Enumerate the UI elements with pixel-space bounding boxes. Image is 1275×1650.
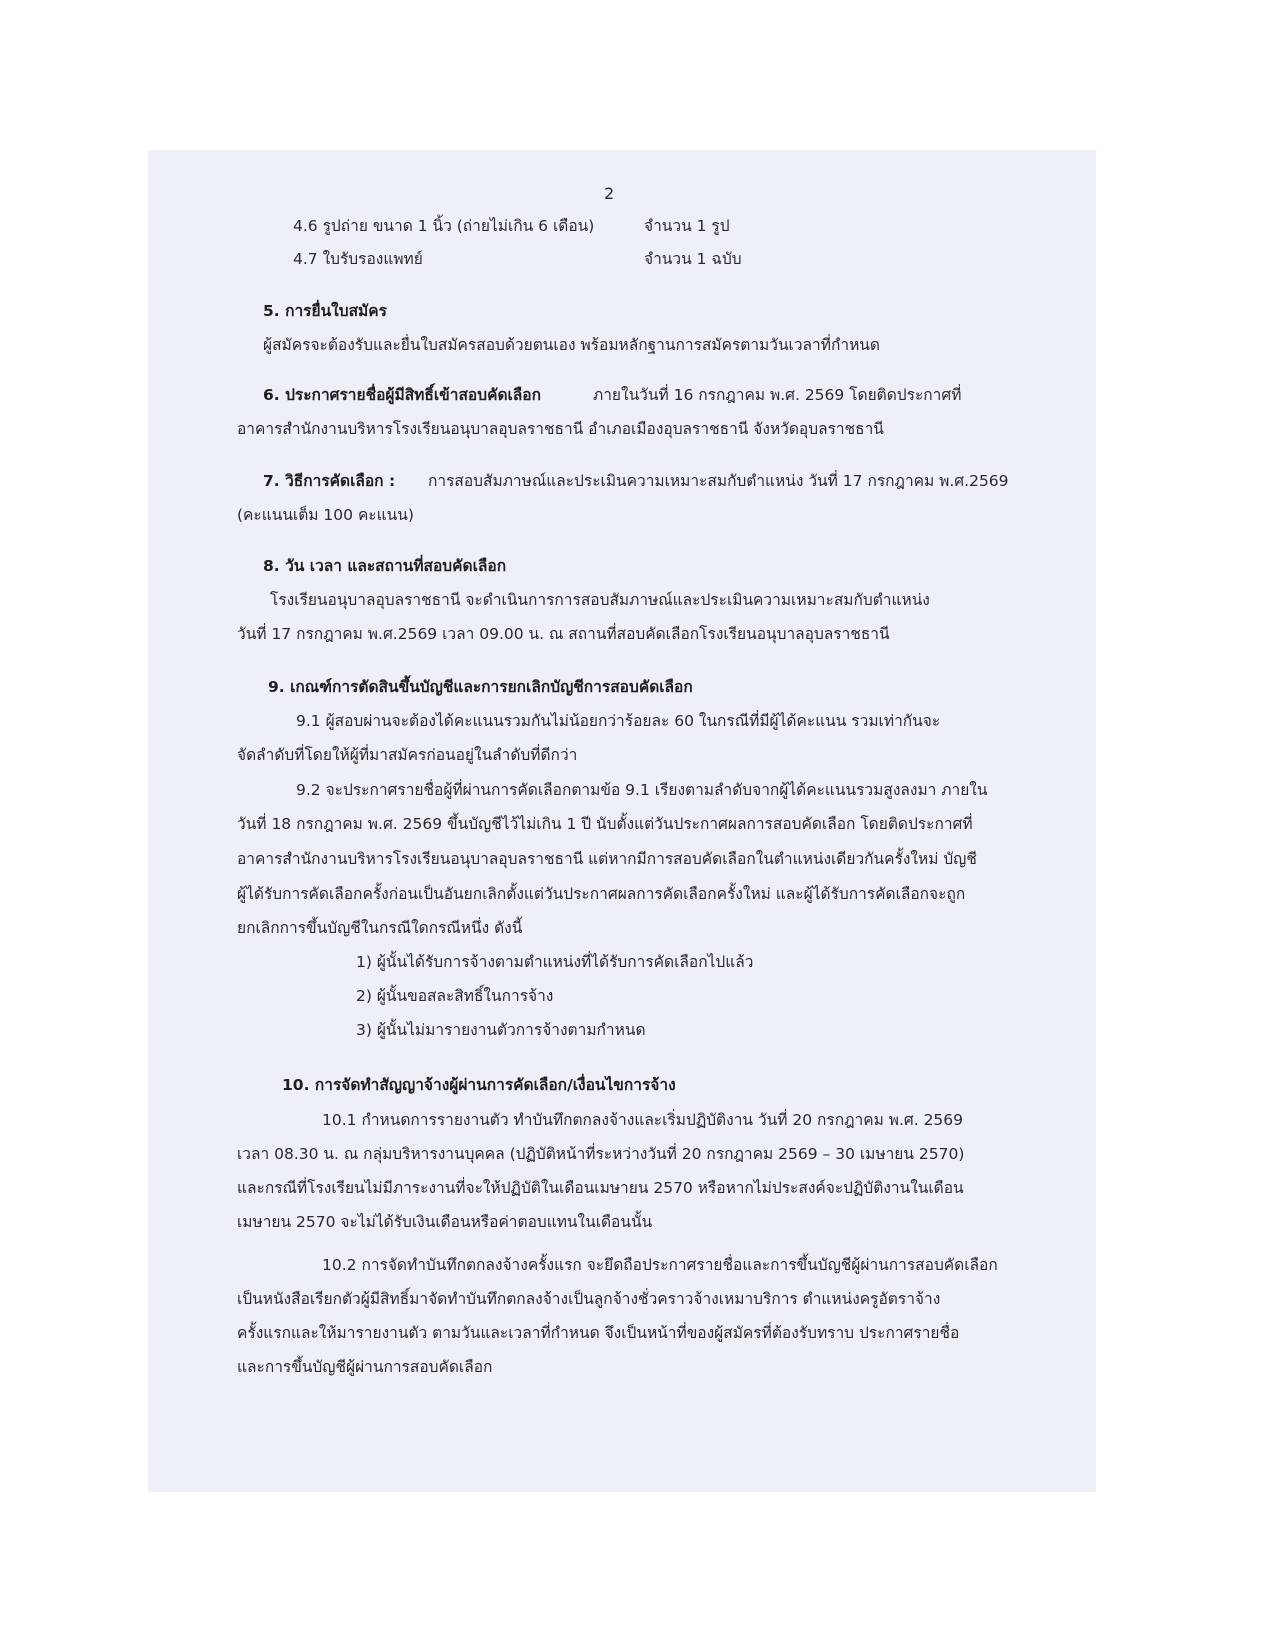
section-8-title: 8. วัน เวลา และสถานที่สอบคัดเลือก xyxy=(263,557,507,575)
section-7-body-line1: การสอบสัมภาษณ์และประเมินความเหมาะสมกับตำแหน่ง วันที่ 17 กรกฎาคม พ.ศ.2569 xyxy=(428,472,1009,490)
section-10-1-line1: 10.1 กำหนดการรายงานตัว ทำบันทึกตกลงจ้างและเริ่มปฏิบัติงาน วันที่ 20 กรกฎาคม พ.ศ. 2569 xyxy=(322,1111,964,1129)
section-5-title: 5. การยื่นใบสมัคร xyxy=(263,302,387,320)
section-7-title: 7. วิธีการคัดเลือก : xyxy=(263,472,396,490)
item-4-7-qty: จำนวน 1 ฉบับ xyxy=(644,250,742,268)
section-9-2-line5: ยกเลิกการขึ้นบัญชีในกรณีใดกรณีหนึ่ง ดังนี้ xyxy=(237,919,523,937)
section-9-list-item-1: 1) ผู้นั้นได้รับการจ้างตามตำแหน่งที่ได้รับการคัดเลือกไปแล้ว xyxy=(356,953,754,971)
section-6-title: 6. ประกาศรายชื่อผู้มีสิทธิ์เข้าสอบคัดเลือก xyxy=(263,386,541,404)
section-10-2-line3: ครั้งแรกและให้มารายงานตัว ตามวันและเวลาที่กำหนด จึงเป็นหน้าที่ของผู้สมัครที่ต้องรับทราบ ประกาศรายชื่อ xyxy=(237,1324,960,1342)
section-6-body-line2: อาคารสำนักงานบริหารโรงเรียนอนุบาลอุบลราชธานี อำเภอเมืองอุบลราชธานี จังหวัดอุบลราชธานี xyxy=(237,420,884,438)
section-9-title: 9. เกณฑ์การตัดสินขึ้นบัญชีและการยกเลิกบัญชีการสอบคัดเลือก xyxy=(268,678,693,696)
section-10-1-line2: เวลา 08.30 น. ณ กลุ่มบริหารงานบุคคล (ปฏิบัติหน้าที่ระหว่างวันที่ 20 กรกฎาคม 2569 – 30 เมษายน 2570) xyxy=(237,1145,965,1163)
section-9-1-line2: จัดลำดับที่โดยให้ผู้ที่มาสมัครก่อนอยู่ในลำดับที่ดีกว่า xyxy=(237,746,578,764)
section-6-body-line1: ภายในวันที่ 16 กรกฎาคม พ.ศ. 2569 โดยติดประกาศที่ xyxy=(593,386,962,404)
section-10-title: 10. การจัดทำสัญญาจ้างผู้ผ่านการคัดเลือก/เงื่อนไขการจ้าง xyxy=(282,1076,676,1094)
section-10-2-line2: เป็นหนังสือเรียกตัวผู้มีสิทธิ์มาจัดทำบันทึกตกลงจ้างเป็นลูกจ้างชั่วคราวจ้างเหมาบริการ ตำแหน่งครูอัตราจ้าง xyxy=(237,1290,941,1308)
section-5-body: ผู้สมัครจะต้องรับและยื่นใบสมัครสอบด้วยตนเอง พร้อมหลักฐานการสมัครตามวันเวลาที่กำหนด xyxy=(263,336,880,354)
item-4-6-qty: จำนวน 1 รูป xyxy=(644,217,730,235)
section-9-2-line2: วันที่ 18 กรกฎาคม พ.ศ. 2569 ขึ้นบัญชีไว้ไม่เกิน 1 ปี นับตั้งแต่วันประกาศผลการสอบคัดเลือก โดยติดประกาศที่ xyxy=(237,815,973,833)
section-10-2-line4: และการขึ้นบัญชีผู้ผ่านการสอบคัดเลือก xyxy=(237,1358,493,1376)
section-7-body-line2: (คะแนนเต็ม 100 คะแนน) xyxy=(237,506,414,524)
section-9-1-line1: 9.1 ผู้สอบผ่านจะต้องได้คะแนนรวมกันไม่น้อยกว่าร้อยละ 60 ในกรณีที่มีผู้ได้คะแนน รวมเท่ากันจะ xyxy=(296,712,941,730)
section-9-2-line1: 9.2 จะประกาศรายชื่อผู้ที่ผ่านการคัดเลือกตามข้อ 9.1 เรียงตามลำดับจากผู้ได้คะแนนรวมสูงลงมา ภายใน xyxy=(296,781,988,799)
page-number: 2 xyxy=(604,184,615,203)
section-9-2-line4: ผู้ได้รับการคัดเลือกครั้งก่อนเป็นอันยกเลิกตั้งแต่วันประกาศผลการคัดเลือกครั้งใหม่ และผู้ได้รับการคัดเลือกจะถูก xyxy=(237,885,966,903)
section-8-body-line2: วันที่ 17 กรกฎาคม พ.ศ.2569 เวลา 09.00 น. ณ สถานที่สอบคัดเลือกโรงเรียนอนุบาลอุบลราชธานี xyxy=(237,625,890,643)
item-4-7-label: 4.7 ใบรับรองแพทย์ xyxy=(293,250,423,268)
section-8-body-line1: โรงเรียนอนุบาลอุบลราชธานี จะดำเนินการการสอบสัมภาษณ์และประเมินความเหมาะสมกับตำแหน่ง xyxy=(270,591,930,609)
section-9-list-item-3: 3) ผู้นั้นไม่มารายงานตัวการจ้างตามกำหนด xyxy=(356,1021,646,1039)
item-4-6-label: 4.6 รูปถ่าย ขนาด 1 นิ้ว (ถ่ายไม่เกิน 6 เดือน) xyxy=(293,217,595,235)
section-9-list-item-2: 2) ผู้นั้นขอสละสิทธิ์ในการจ้าง xyxy=(356,987,554,1005)
section-9-2-line3: อาคารสำนักงานบริหารโรงเรียนอนุบาลอุบลราชธานี แต่หากมีการสอบคัดเลือกในตำแหน่งเดียวกันครั้งใหม่ บัญชี xyxy=(237,850,977,868)
section-10-2-line1: 10.2 การจัดทำบันทึกตกลงจ้างครั้งแรก จะยึดถือประกาศรายชื่อและการขึ้นบัญชีผู้ผ่านการสอบคัดเลือก xyxy=(322,1256,998,1274)
section-10-1-line4: เมษายน 2570 จะไม่ได้รับเงินเดือนหรือค่าตอบแทนในเดือนนั้น xyxy=(237,1213,653,1231)
section-10-1-line3: และกรณีที่โรงเรียนไม่มีภาระงานที่จะให้ปฏิบัติในเดือนเมษายน 2570 หรือหากไม่ประสงค์จะปฏิบัติงานในเดือน xyxy=(237,1179,964,1197)
